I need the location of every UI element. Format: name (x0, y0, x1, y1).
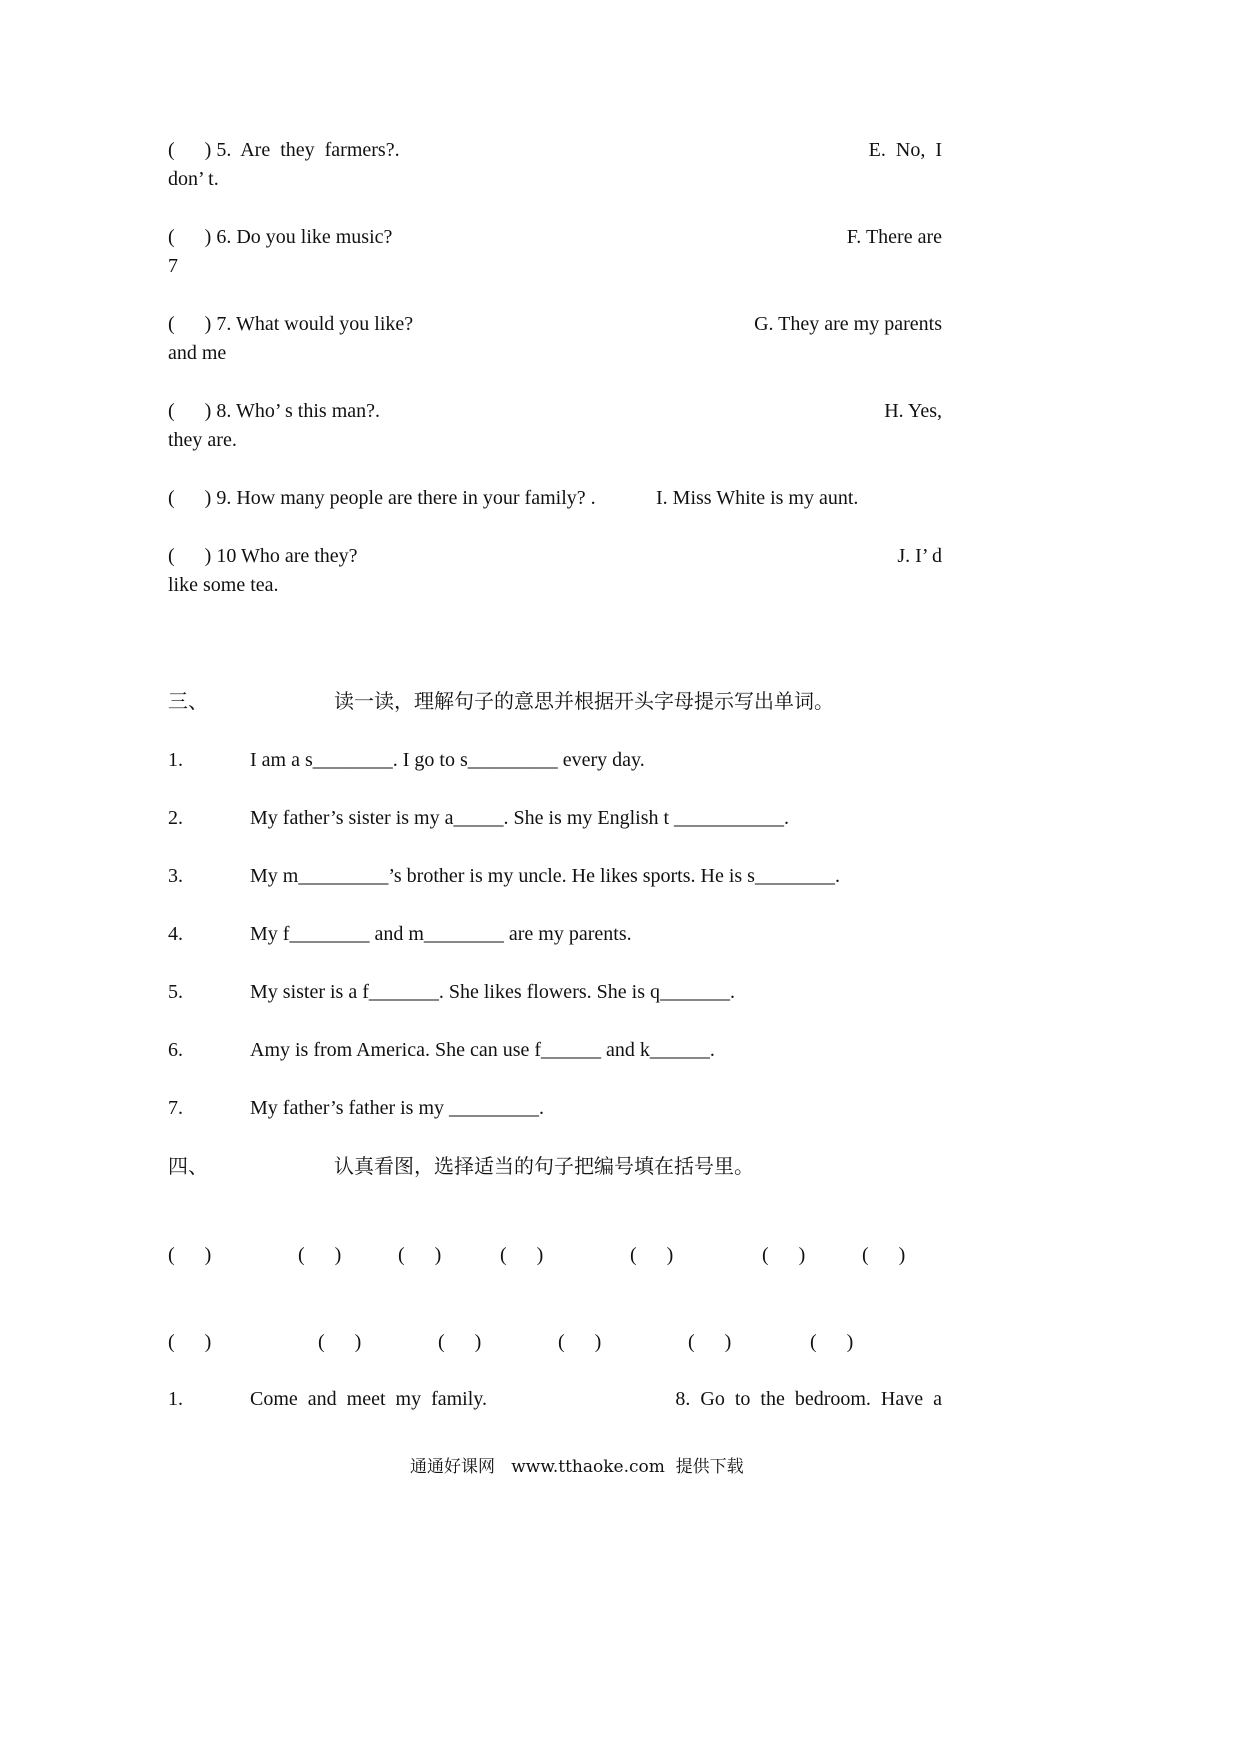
answer-g-cont: and me (168, 342, 227, 364)
question-8: ( ) 8. Who’ s this man?. (168, 400, 381, 422)
fill-item-number: 4. (168, 923, 183, 945)
sentence-number: 1. (168, 1388, 183, 1410)
section-4-number: 四、 (168, 1154, 208, 1178)
fill-item-number: 5. (168, 981, 183, 1003)
fill-item-text: My father’s sister is my a_____. She is my English t ___________. (250, 807, 790, 829)
section-4-title: 认真看图，选择适当的句子把编号填在括号里。 (334, 1154, 754, 1178)
answer-j: J. I’ d (897, 545, 942, 567)
answer-i: I. Miss White is my aunt. (656, 487, 859, 509)
section-3-title: 读一读，理解句子的意思并根据开头字母提示写出单词。 (334, 689, 834, 713)
fill-item-text: Amy is from America. She can use f______ and k______. (250, 1039, 715, 1061)
answer-e: E. No, I (868, 139, 942, 161)
answer-bracket[interactable]: ( ) (558, 1331, 602, 1353)
question-6: ( ) 6. Do you like music? (168, 226, 393, 248)
fill-item-number: 2. (168, 807, 183, 829)
answer-bracket[interactable]: ( ) (630, 1244, 674, 1266)
answer-bracket[interactable]: ( ) (168, 1331, 212, 1353)
answer-bracket[interactable]: ( ) (298, 1244, 342, 1266)
question-5: ( ) 5. Are they farmers?. (168, 139, 400, 161)
fill-item-text: My m_________’s brother is my uncle. He likes sports. He is s________. (250, 865, 840, 887)
fill-item-text: My sister is a f_______. She likes flowers. She is q_______. (250, 981, 735, 1003)
fill-item-number: 7. (168, 1097, 183, 1119)
section-3-number: 三、 (168, 689, 208, 713)
answer-bracket[interactable]: ( ) (168, 1244, 212, 1266)
page-footer: 通通好课网 www.tthaoke.com 提供下载 (410, 1457, 744, 1477)
answer-g: G. They are my parents (754, 313, 942, 335)
question-10: ( ) 10 Who are they? (168, 545, 358, 567)
fill-item-text: My father’s father is my _________. (250, 1097, 545, 1119)
question-9: ( ) 9. How many people are there in your family? . (168, 487, 596, 509)
answer-h-cont: they are. (168, 429, 237, 451)
fill-item-number: 1. (168, 749, 183, 771)
answer-f: F. There are (846, 226, 942, 248)
fill-item-number: 3. (168, 865, 183, 887)
answer-bracket[interactable]: ( ) (810, 1331, 854, 1353)
sentence-text-right: 8. Go to the bedroom. Have a (675, 1388, 942, 1410)
sentence-text: Come and meet my family. (250, 1388, 487, 1410)
answer-j-cont: like some tea. (168, 574, 279, 596)
answer-bracket[interactable]: ( ) (438, 1331, 482, 1353)
fill-item-number: 6. (168, 1039, 183, 1061)
answer-bracket[interactable]: ( ) (398, 1244, 442, 1266)
answer-bracket[interactable]: ( ) (762, 1244, 806, 1266)
answer-e-cont: don’ t. (168, 168, 219, 190)
fill-item-text: My f________ and m________ are my parents. (250, 923, 632, 945)
answer-bracket[interactable]: ( ) (318, 1331, 362, 1353)
answer-f-cont: 7 (168, 255, 178, 277)
question-7: ( ) 7. What would you like? (168, 313, 414, 335)
answer-bracket[interactable]: ( ) (500, 1244, 544, 1266)
answer-h: H. Yes, (884, 400, 942, 422)
answer-bracket[interactable]: ( ) (688, 1331, 732, 1353)
fill-item-text: I am a s________. I go to s_________ every day. (250, 749, 645, 771)
answer-bracket[interactable]: ( ) (862, 1244, 906, 1266)
